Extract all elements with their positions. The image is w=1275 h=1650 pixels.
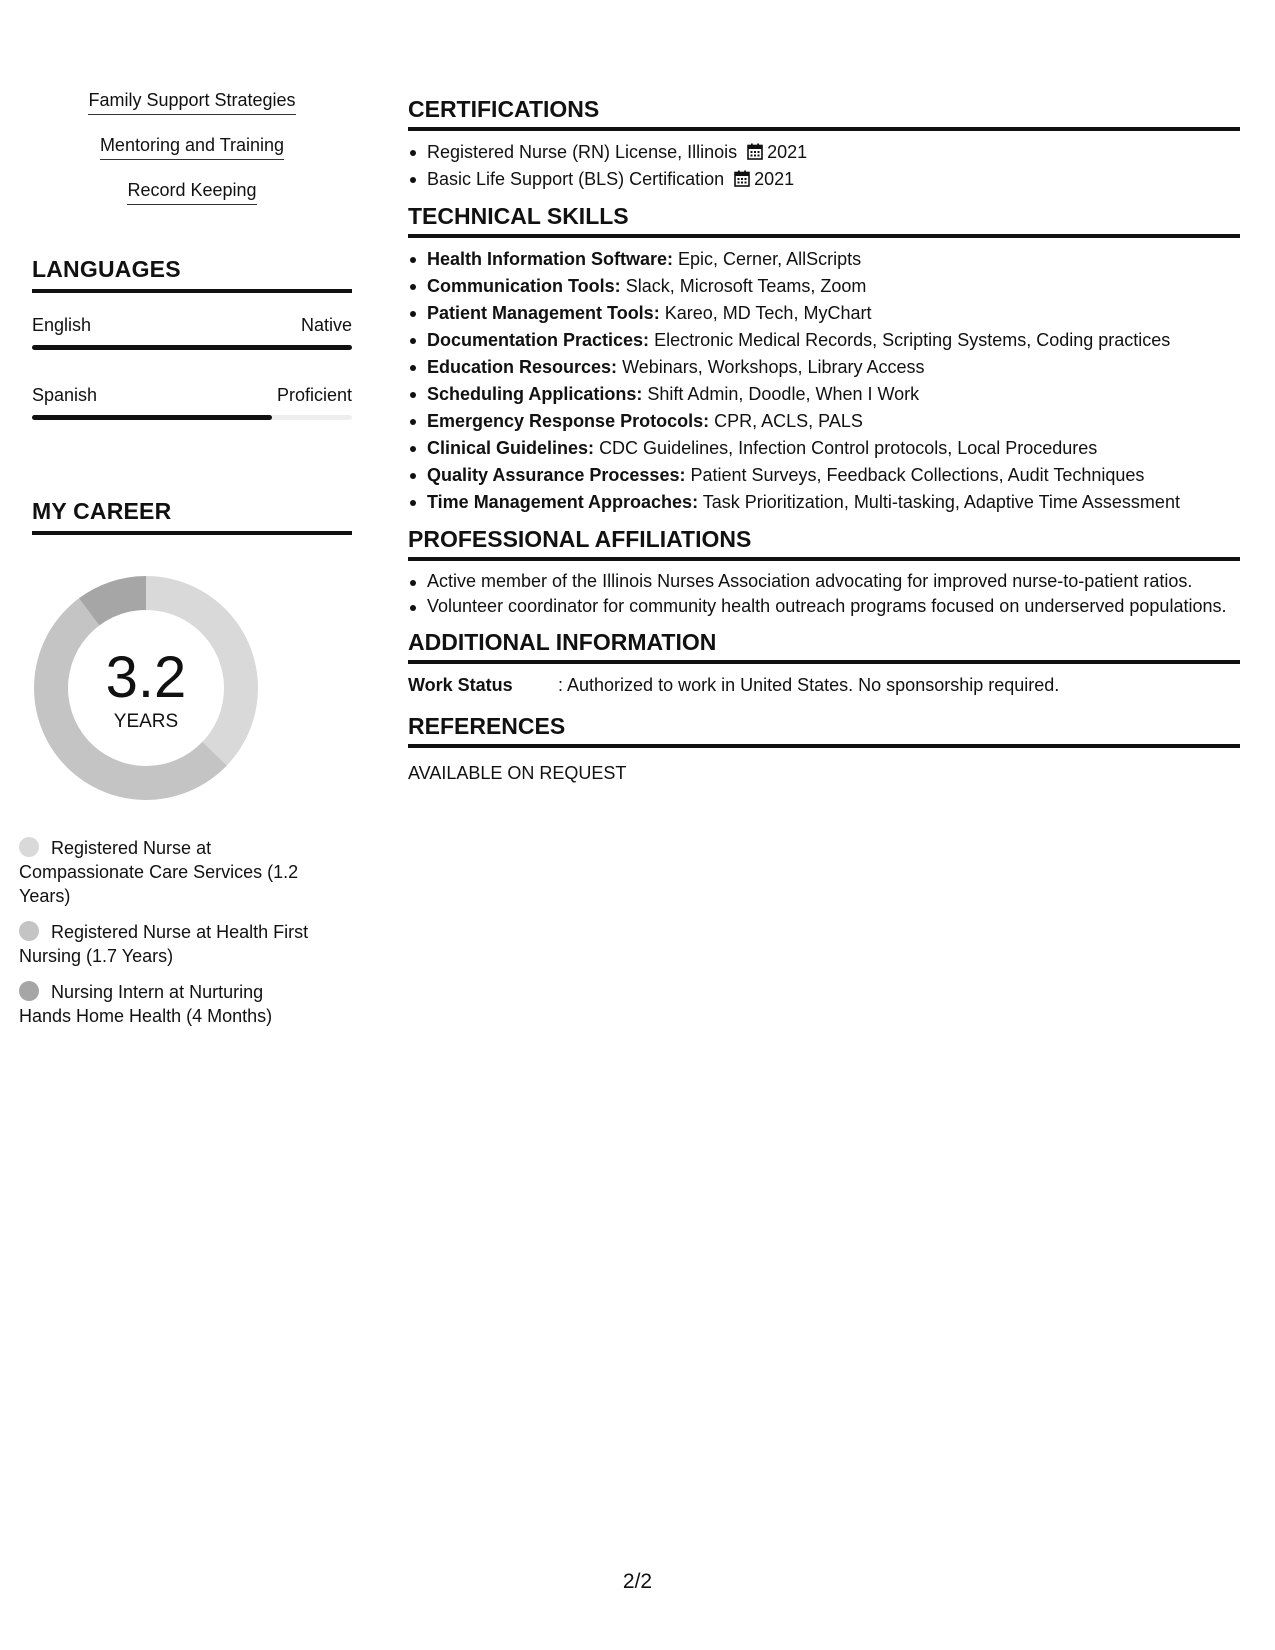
references-heading: REFERENCES bbox=[408, 713, 1240, 748]
technical-skill-item bbox=[408, 462, 1240, 489]
page-number: 2/2 bbox=[622, 1570, 653, 1593]
career-heading: MY CAREER bbox=[32, 498, 352, 535]
certification-year: 2021 bbox=[754, 169, 795, 189]
technical-skill-item bbox=[408, 300, 1240, 327]
language-name: Spanish bbox=[32, 385, 98, 405]
technical-skills-heading: TECHNICAL SKILLS bbox=[408, 203, 1240, 238]
calendar-icon bbox=[747, 143, 763, 160]
technical-skill-value: Kareo, MD Tech, MyChart bbox=[664, 303, 872, 323]
work-status-value: : Authorized to work in United States. No sponsorship required. bbox=[558, 675, 1060, 695]
main-content bbox=[408, 96, 1240, 787]
certifications-heading: CERTIFICATIONS bbox=[408, 96, 1240, 131]
technical-skill-item bbox=[408, 327, 1240, 354]
skill-tag: Family Support Strategies bbox=[88, 88, 295, 115]
career-total-value: 3.2 bbox=[105, 645, 187, 710]
legend-dot bbox=[19, 981, 39, 1001]
technical-skill-label: Clinical Guidelines: bbox=[427, 438, 595, 458]
languages-heading: LANGUAGES bbox=[32, 256, 352, 293]
technical-skill-label: Documentation Practices: bbox=[427, 330, 650, 350]
language-row bbox=[32, 313, 352, 350]
skill-tag: Mentoring and Training bbox=[100, 133, 284, 160]
affiliations-heading: PROFESSIONAL AFFILIATIONS bbox=[408, 526, 1240, 561]
technical-skill-value: Slack, Microsoft Teams, Zoom bbox=[625, 276, 867, 296]
language-proficiency-fill bbox=[32, 345, 352, 350]
technical-skill-item bbox=[408, 489, 1240, 516]
technical-skill-label: Scheduling Applications: bbox=[427, 384, 643, 404]
additional-info-heading: ADDITIONAL INFORMATION bbox=[408, 629, 1240, 664]
legend-label: Registered Nurse at Health First Nursing (1.7 Years) bbox=[19, 922, 309, 966]
language-name: English bbox=[32, 315, 92, 335]
career-legend bbox=[19, 836, 319, 1040]
references-text: AVAILABLE ON REQUEST bbox=[408, 763, 627, 783]
language-row bbox=[32, 383, 352, 420]
technical-skill-value: Epic, Cerner, AllScripts bbox=[678, 249, 862, 269]
skill-tags bbox=[32, 88, 352, 223]
technical-skill-label: Communication Tools: bbox=[427, 276, 621, 296]
technical-skill-label: Health Information Software: bbox=[427, 249, 674, 269]
technical-skill-label: Education Resources: bbox=[427, 357, 618, 377]
certification-name: Basic Life Support (BLS) Certification bbox=[427, 169, 725, 189]
language-level: Native bbox=[300, 315, 352, 335]
technical-skill-label: Emergency Response Protocols: bbox=[427, 411, 710, 431]
technical-skill-item bbox=[408, 246, 1240, 273]
language-proficiency-bar bbox=[32, 345, 352, 350]
legend-dot bbox=[19, 837, 39, 857]
affiliations-list bbox=[408, 569, 1240, 619]
technical-skill-value: Task Prioritization, Multi-tasking, Adaptive Time Assessment bbox=[702, 492, 1180, 512]
legend-dot bbox=[19, 921, 39, 941]
career-total-unit: YEARS bbox=[113, 711, 179, 732]
legend-item bbox=[19, 980, 319, 1028]
language-proficiency-bar bbox=[32, 415, 352, 420]
technical-skill-item bbox=[408, 435, 1240, 462]
certification-year: 2021 bbox=[767, 142, 808, 162]
technical-skill-value: Electronic Medical Records, Scripting Systems, Coding practices bbox=[654, 330, 1171, 350]
certification-name: Registered Nurse (RN) License, Illinois bbox=[427, 142, 738, 162]
technical-skill-value: Webinars, Workshops, Library Access bbox=[622, 357, 925, 377]
technical-skill-label: Patient Management Tools: bbox=[427, 303, 660, 323]
affiliation-item: Volunteer coordinator for community health outreach programs focused on underserved populations. bbox=[408, 594, 1240, 619]
certification-item bbox=[408, 166, 1240, 193]
calendar-icon bbox=[734, 170, 750, 187]
technical-skill-item bbox=[408, 354, 1240, 381]
legend-label: Nursing Intern at Nurturing Hands Home Health (4 Months) bbox=[19, 982, 273, 1026]
work-status-label: Work Status bbox=[408, 675, 513, 695]
technical-skill-label: Quality Assurance Processes: bbox=[427, 465, 686, 485]
certifications-list bbox=[408, 139, 1240, 193]
technical-skill-item bbox=[408, 273, 1240, 300]
skill-tag: Record Keeping bbox=[127, 178, 256, 205]
technical-skill-item bbox=[408, 408, 1240, 435]
technical-skill-value: CDC Guidelines, Infection Control protocols, Local Procedures bbox=[599, 438, 1098, 458]
work-status-row bbox=[408, 672, 1240, 699]
technical-skill-value: CPR, ACLS, PALS bbox=[714, 411, 863, 431]
affiliation-item: Active member of the Illinois Nurses Association advocating for improved nurse-to-patient ratios. bbox=[408, 569, 1240, 594]
language-level: Proficient bbox=[276, 385, 352, 405]
technical-skills-list bbox=[408, 246, 1240, 516]
language-proficiency-fill bbox=[32, 415, 272, 420]
technical-skill-value: Shift Admin, Doodle, When I Work bbox=[647, 384, 920, 404]
technical-skill-item bbox=[408, 381, 1240, 408]
certification-item bbox=[408, 139, 1240, 166]
technical-skill-label: Time Management Approaches: bbox=[427, 492, 699, 512]
legend-item bbox=[19, 920, 319, 968]
legend-label: Registered Nurse at Compassionate Care Services (1.2 Years) bbox=[19, 838, 299, 906]
legend-item bbox=[19, 836, 319, 908]
technical-skill-value: Patient Surveys, Feedback Collections, Audit Techniques bbox=[690, 465, 1145, 485]
